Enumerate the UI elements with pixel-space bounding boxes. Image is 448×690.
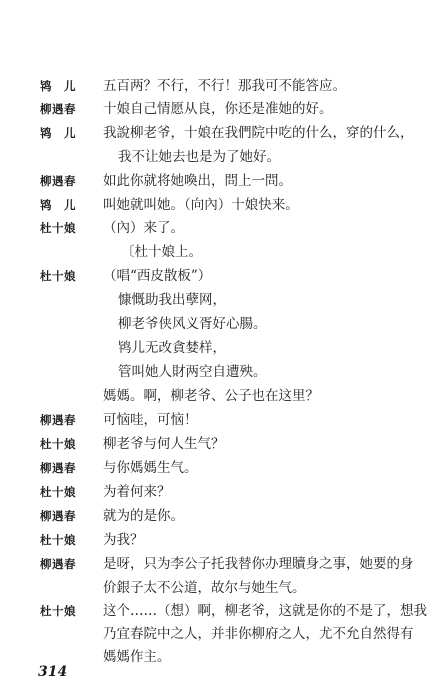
speaker-label: 鸨 儿 xyxy=(40,126,76,140)
dialogue-text: 柳老爷与何人生气？ xyxy=(103,436,225,452)
dialogue-line xyxy=(0,169,448,193)
speaker-label: 柳遇春 xyxy=(40,102,76,116)
speaker-label: 柳遇春 xyxy=(40,413,76,427)
dialogue-text: 叫她就叫她。（向內）十娘快来。 xyxy=(103,197,299,213)
page-number: 314 xyxy=(38,664,68,680)
dialogue-text: 价銀子太不公道，故尔与她生气。 xyxy=(103,580,306,596)
dialogue-text: 为我？ xyxy=(103,532,144,548)
dialogue-text: 如此你就将她喚出，問上一問。 xyxy=(103,173,292,189)
speaker-label: 柳遇春 xyxy=(40,174,76,188)
dialogue-text: （唱“西皮散板”） xyxy=(103,268,212,284)
verse-line xyxy=(0,360,448,384)
dialogue-line xyxy=(0,216,448,240)
stage-direction-text: 〔杜十娘上。 xyxy=(121,244,202,260)
dialogue-line xyxy=(0,408,448,432)
dialogue-text: 十娘自己情愿从良，你还是准她的好。 xyxy=(103,101,333,117)
verse-text: 柳老爷侠风义胥好心腸。 xyxy=(118,316,267,332)
dialogue-text: 与你媽媽生气。 xyxy=(103,460,198,476)
speaker-label: 柳遇春 xyxy=(40,461,76,475)
dialogue-line xyxy=(0,193,448,217)
dialogue-text: 五百两？不行，不行！那我可不能答应。 xyxy=(103,78,346,94)
dialogue-line xyxy=(0,264,448,288)
speaker-label: 杜十娘 xyxy=(40,604,76,618)
verse-text: 鸨儿无改貪婪样， xyxy=(118,340,226,356)
dialogue-line xyxy=(0,97,448,121)
speaker-label: 柳遇春 xyxy=(40,557,76,571)
dialogue-line xyxy=(0,456,448,480)
dialogue-text: 为着何来？ xyxy=(103,484,171,500)
dialogue-line xyxy=(0,504,448,528)
dialogue-line xyxy=(0,480,448,504)
speaker-label: 杜十娘 xyxy=(40,269,76,283)
verse-text: 管叫她人財两空自遭殃。 xyxy=(118,364,267,380)
speaker-label: 杜十娘 xyxy=(40,437,76,451)
dialogue-line xyxy=(0,552,448,576)
dialogue-text: 这个……（想）啊，柳老爷，这就是你的不是了，想我 xyxy=(103,603,427,619)
verse-line xyxy=(0,312,448,336)
speaker-label: 柳遇春 xyxy=(40,509,76,523)
dialogue-line xyxy=(0,599,448,623)
dialogue-text: 我不让她去也是为了她好。 xyxy=(118,149,280,165)
dialogue-text: 就为的是你。 xyxy=(103,508,184,524)
dialogue-line xyxy=(0,576,448,600)
dialogue-text: 可恼哇，可恼！ xyxy=(103,412,198,428)
dialogue-line xyxy=(0,622,448,646)
speaker-label: 杜十娘 xyxy=(40,485,76,499)
dialogue-text: 我說柳老爷，十娘在我們院中吃的什么，穿的什么， xyxy=(103,125,414,141)
dialogue-text: 媽媽。啊，柳老爷、公子也在这里？ xyxy=(103,388,319,404)
dialogue-line xyxy=(0,121,448,145)
verse-line xyxy=(0,288,448,312)
stage-direction xyxy=(0,240,448,264)
dialogue-line xyxy=(0,74,448,98)
speaker-label: 鸨 儿 xyxy=(40,198,76,212)
verse-line xyxy=(0,336,448,360)
dialogue-text: 乃宜春院中之人，并非你柳府之人，尤不允自然得有 xyxy=(103,626,414,642)
speaker-label: 杜十娘 xyxy=(40,533,76,547)
dialogue-text: （內）来了。 xyxy=(103,220,184,236)
dialogue-text: 是呀，只为李公子托我替你办理贖身之事，她要的身 xyxy=(103,556,414,572)
verse-text: 慷慨助我出孽网， xyxy=(118,292,226,308)
dialogue-text: 媽媽作主。 xyxy=(103,649,171,665)
speaker-label: 鸨 儿 xyxy=(40,79,76,93)
speaker-label: 杜十娘 xyxy=(40,221,76,235)
dialogue-line xyxy=(0,432,448,456)
dialogue-line xyxy=(0,145,448,169)
dialogue-line xyxy=(0,528,448,552)
dialogue-line xyxy=(0,384,448,408)
